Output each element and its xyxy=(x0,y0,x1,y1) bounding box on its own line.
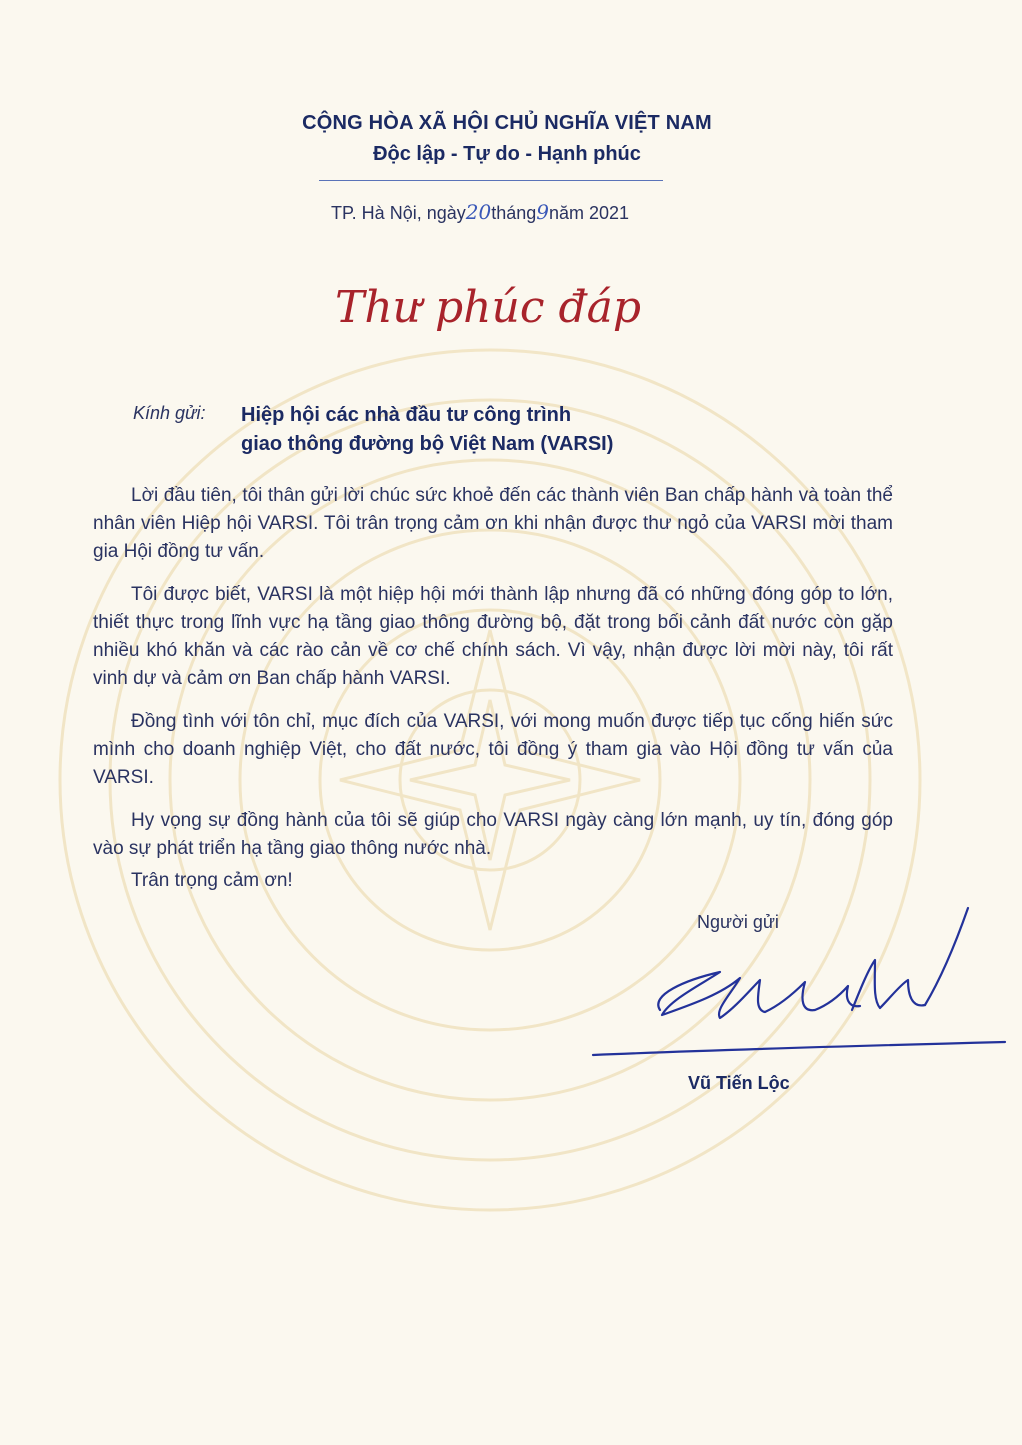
dateline xyxy=(331,200,629,224)
dateline-prefix: TP. Hà Nội, ngày xyxy=(331,203,466,223)
body-paragraph-2: Tôi được biết, VARSI là một hiệp hội mới thành lập nhưng đã có những đóng góp to lớn, thiết thực trong lĩnh vực hạ tầng giao thông đường bộ, đặt trong bối cảnh đất nước còn gặp nhiều khó khăn và các rào cản về cơ chế chính sách. Vì vậy, nhận được lời mời này, tôi rất vinh dự và cảm ơn Ban chấp hành VARSI. xyxy=(93,584,893,689)
national-motto: Độc lập - Tự do - Hạnh phúc xyxy=(373,143,641,165)
signer-name: Vũ Tiến Lộc xyxy=(688,1073,790,1093)
letter-title: Thư phúc đáp xyxy=(335,282,642,333)
sender-label: Người gửi xyxy=(697,912,779,932)
recipient xyxy=(241,401,613,459)
recipient-label: Kính gửi: xyxy=(133,403,206,423)
recipient-line-2: giao thông đường bộ Việt Nam (VARSI) xyxy=(241,433,614,455)
dateline-day: 20 xyxy=(465,200,492,224)
body-paragraph-4: Hy vọng sự đồng hành của tôi sẽ giúp cho VARSI ngày càng lớn mạnh, uy tín, đóng góp vào sự phát triển hạ tầng giao thông nước nhà. xyxy=(93,810,893,859)
closing-line: Trân trọng cảm ơn! xyxy=(131,870,293,891)
dateline-month-word: tháng xyxy=(491,203,537,223)
body-paragraph-1: Lời đầu tiên, tôi thân gửi lời chúc sức khoẻ đến các thành viên Ban chấp hành và toàn thể nhân viên Hiệp hội VARSI. Tôi trân trọng cảm ơn khi nhận được thư ngỏ của VARSI mời tham gia Hội đồng tư vấn. xyxy=(93,485,893,562)
body-paragraph-3: Đồng tình với tôn chỉ, mục đích của VARSI, với mong muốn được tiếp tục cống hiến sức mình cho doanh nghiệp Việt, cho đất nước, tôi đồng ý tham gia vào Hội đồng tư vấn của VARSI. xyxy=(93,711,893,788)
letter-body xyxy=(93,482,893,878)
dateline-year: năm 2021 xyxy=(548,203,630,223)
header-divider xyxy=(319,180,663,181)
handwritten-signature xyxy=(590,900,1010,1070)
dateline-month: 9 xyxy=(536,200,549,224)
recipient-line-1: Hiệp hội các nhà đầu tư công trình xyxy=(241,404,572,426)
nation-heading: CỘNG HÒA XÃ HỘI CHỦ NGHĨA VIỆT NAM xyxy=(302,112,712,134)
document-header xyxy=(0,112,1022,166)
